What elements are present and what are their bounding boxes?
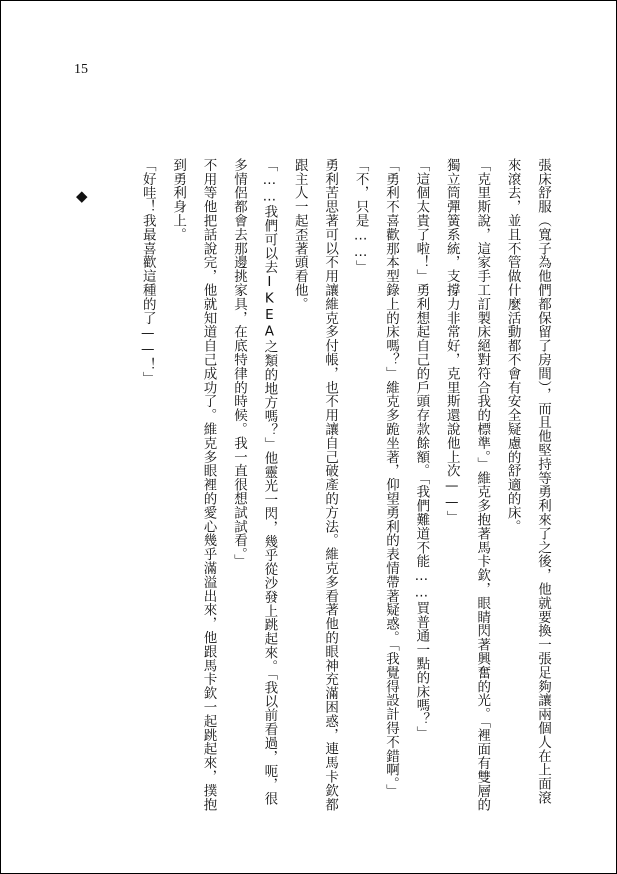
paragraph: 「好哇！我最喜歡這種的了——！」	[139, 158, 156, 386]
body-text	[138, 158, 558, 818]
paragraph: 不用等他把話說完，他就知道自己成功了。維克多眼裡的愛心幾乎滿溢出來，他跟馬卡欽一起跳起來，撲抱到勇利身上。	[170, 158, 217, 812]
paragraph: 「不，只是……」	[352, 158, 369, 275]
section-diamond-icon: ◆	[76, 187, 88, 205]
paragraph: 「克里斯說，這家手工訂製床絕對符合我的標準。」維克多抱著馬卡欽，眼睛閃著興奮的光。「裡面有雙層的獨立筒彈簧系統，支撐力非常好，克里斯還說他上次——」	[443, 158, 491, 812]
paragraph: 張床舒服（寬子為他們都保留了房間），而且他堅持等勇利來了之後，他就要換一張足夠讓兩個人在上面滾來滾去，並且不管做什麼活動都不會有安全疑慮的舒適的床。	[504, 158, 551, 805]
paragraph: 「勇利不喜歡那本型錄上的床嗎？」維克多跪坐著，仰望勇利的表情帶著疑惑。「我覺得設計得不錯啊。」	[382, 158, 399, 798]
page-number: 15	[74, 62, 88, 77]
paragraph: 勇利苦思著可以不用讓維克多付帳，也不用讓自己破產的方法。維克多看著他的眼神充滿困惑，連馬卡欽都跟主人一起歪著頭看他。	[291, 158, 339, 812]
paragraph: 「……我們可以去IKEA之類的地方嗎？」他靈光一閃，幾乎從沙發上跳起來。「我以前看過，呃，很多情侶都會去那邊挑家具，在底特律的時候。我一直很想試試看。」	[230, 158, 278, 806]
paragraph: 「這個太貴了啦！」勇利想起自己的戶頭存款餘額。「我們難道不能……買普通一點的床嗎？」	[413, 158, 430, 741]
